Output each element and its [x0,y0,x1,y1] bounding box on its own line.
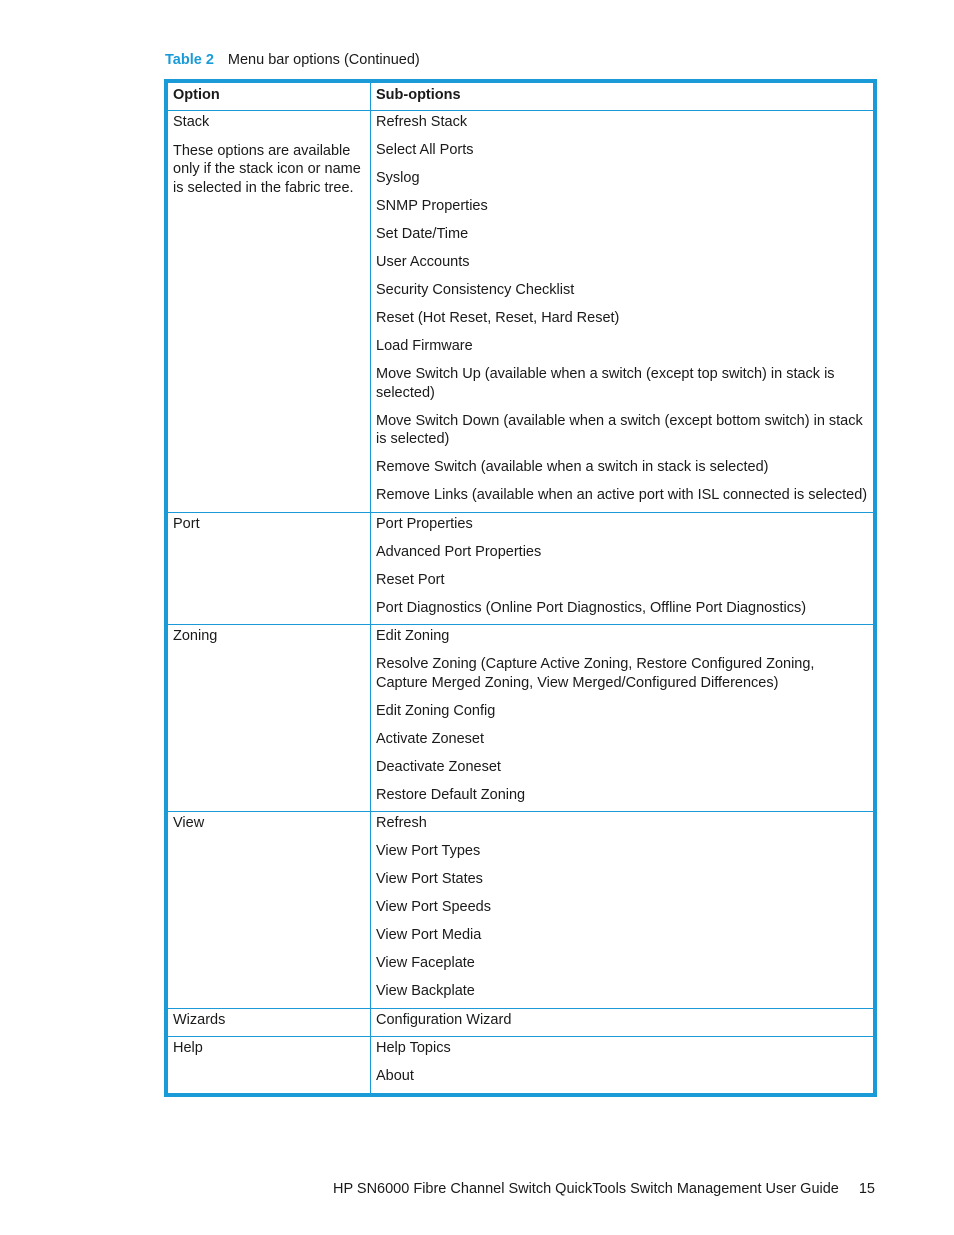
sub-option-item: Refresh [376,815,427,831]
sub-option-item: About [376,1068,414,1084]
sub-options-cell [371,512,874,625]
sub-option-item: Select All Ports [376,142,474,158]
option-name: Port [173,515,200,532]
option-cell [168,625,371,812]
sub-option-item: Resolve Zoning (Capture Active Zoning, Restore Configured Zoning, Capture Merged Zoning, View Merged/Configured Differences) [376,656,815,691]
table-row [168,625,874,812]
option-name: View [173,815,205,831]
page-footer [333,1180,875,1198]
table-row [168,812,874,1009]
table-row [168,1008,874,1037]
sub-option-item: Security Consistency Checklist [376,282,575,298]
sub-option-item: Edit Zoning [376,628,450,644]
option-cell [168,512,371,625]
table-row [168,111,874,513]
sub-options-list [376,627,868,804]
header-sub-options: Sub-options [371,83,874,111]
sub-options-cell [371,111,874,513]
sub-option-item: View Port Speeds [376,899,491,915]
table-number: Table 2 [165,52,214,68]
sub-option-item: Syslog [376,170,420,186]
option-cell [168,1008,371,1037]
option-cell [168,111,371,513]
sub-option-item: Move Switch Down (available when a switch (except bottom switch) in stack is selected) [376,412,863,447]
sub-option-item: Configuration Wizard [376,1011,512,1028]
sub-option-item: Refresh Stack [376,114,468,130]
table-header-row [168,83,874,111]
option-name: Wizards [173,1011,226,1028]
sub-option-item: Remove Links (available when an active port with ISL connected is selected) [376,487,868,503]
sub-option-item: Reset (Hot Reset, Reset, Hard Reset) [376,310,620,326]
sub-options-list [376,1039,868,1086]
table-caption [165,51,420,69]
sub-option-item: View Port Media [376,927,482,943]
option-name: Zoning [173,628,218,644]
sub-option-item: User Accounts [376,254,470,270]
sub-option-item: Deactivate Zoneset [376,758,501,775]
sub-options-list [376,113,868,505]
sub-option-item: Restore Default Zoning [376,786,526,803]
table-row [168,1037,874,1094]
option-cell [168,1037,371,1094]
header-option: Option [168,83,371,111]
sub-options-cell [371,1008,874,1037]
sub-option-item: Reset Port [376,571,445,588]
sub-option-item: View Port States [376,871,483,887]
table-row [168,512,874,625]
option-cell [168,812,371,1009]
table-title: Menu bar options (Continued) [227,52,420,68]
sub-option-item: View Port Types [376,843,481,859]
sub-option-item: Advanced Port Properties [376,543,542,560]
sub-options-cell [371,625,874,812]
sub-options-cell [371,1037,874,1094]
sub-option-item: Load Firmware [376,338,473,354]
sub-options-cell [371,812,874,1009]
sub-options-list [376,814,868,1001]
menu-options-table [164,79,877,1097]
sub-option-item: Move Switch Up (available when a switch (except top switch) in stack is selected) [376,366,835,401]
sub-option-item: SNMP Properties [376,198,488,214]
sub-option-item: Remove Switch (available when a switch in stack is selected) [376,459,769,475]
sub-option-item: Help Topics [376,1040,451,1056]
page-number: 15 [858,1181,875,1197]
footer-title: HP SN6000 Fibre Channel Switch QuickTools Switch Management User Guide [333,1181,839,1197]
sub-option-item: Port Diagnostics (Online Port Diagnostics, Offline Port Diagnostics) [376,599,807,616]
option-name: Stack [173,114,210,130]
sub-options-list [376,1011,868,1030]
sub-option-item: Set Date/Time [376,226,469,242]
option-note: These options are available only if the stack icon or name is selected in the fabric tree. [173,142,361,196]
option-name: Help [173,1040,203,1056]
sub-option-item: Port Properties [376,515,473,532]
sub-option-item: Activate Zoneset [376,730,484,747]
sub-options-list [376,515,868,618]
sub-option-item: Edit Zoning Config [376,702,496,719]
sub-option-item: View Faceplate [376,955,475,971]
sub-option-item: View Backplate [376,983,475,999]
